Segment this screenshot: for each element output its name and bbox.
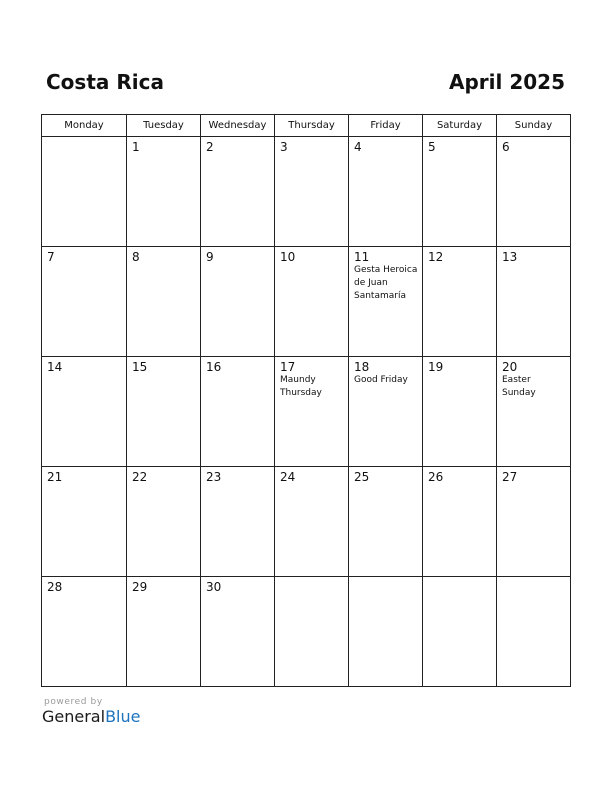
week-row: [42, 577, 571, 687]
day-number: 12: [428, 250, 444, 264]
day-number: [497, 577, 570, 580]
day-cell: [127, 577, 201, 687]
day-cell: [275, 577, 349, 687]
holiday-label: Good Friday: [354, 375, 408, 385]
weekday-header: Sunday: [497, 115, 571, 137]
weekday-header: Monday: [42, 115, 127, 137]
generalblue-logo: [42, 707, 140, 726]
day-cell: [497, 357, 571, 467]
day-number: 17: [280, 360, 296, 374]
day-cell: [275, 467, 349, 577]
day-cell: [497, 467, 571, 577]
week-row: [42, 247, 571, 357]
day-cell: [349, 467, 423, 577]
day-number: 22: [132, 470, 148, 484]
calendar-grid: [41, 114, 571, 687]
day-number: 19: [428, 360, 444, 374]
day-number: 6: [502, 140, 510, 154]
day-number: 20: [502, 360, 518, 374]
day-cell: [42, 467, 127, 577]
logo-text-blue: Blue: [105, 707, 141, 726]
holiday-label: Maundy Thursday: [280, 375, 322, 398]
day-number: 9: [206, 250, 214, 264]
week-row: [42, 137, 571, 247]
day-cell: [201, 467, 275, 577]
day-cell: [201, 357, 275, 467]
logo-text-general: General: [42, 707, 106, 726]
day-number: 26: [428, 470, 444, 484]
day-cell: [423, 137, 497, 247]
day-cell: [423, 247, 497, 357]
day-number: 30: [206, 580, 222, 594]
day-cell: [127, 247, 201, 357]
weekday-header-row: [42, 115, 571, 137]
day-cell: [201, 247, 275, 357]
day-number: 4: [354, 140, 362, 154]
day-cell: [497, 247, 571, 357]
day-cell: [275, 357, 349, 467]
day-cell: [497, 577, 571, 687]
day-cell: [127, 137, 201, 247]
day-cell: [349, 357, 423, 467]
weekday-header: Wednesday: [201, 115, 275, 137]
weekday-header: Thursday: [275, 115, 349, 137]
day-cell: [349, 137, 423, 247]
month-title: April 2025: [449, 70, 565, 94]
day-number: 13: [502, 250, 518, 264]
week-row: [42, 357, 571, 467]
day-cell: [423, 577, 497, 687]
day-cell: [423, 467, 497, 577]
day-number: 15: [132, 360, 148, 374]
day-cell: [42, 247, 127, 357]
holiday-label: Gesta Heroica de Juan Santamaría: [354, 265, 418, 301]
country-title: Costa Rica: [46, 70, 164, 94]
day-number: 27: [502, 470, 518, 484]
day-number: 11: [354, 250, 370, 264]
day-number: 8: [132, 250, 140, 264]
day-cell: [349, 247, 423, 357]
day-cell: [127, 357, 201, 467]
day-number: 18: [354, 360, 370, 374]
day-number: [423, 577, 496, 580]
day-cell: [42, 137, 127, 247]
day-cell: [423, 357, 497, 467]
day-number: 1: [132, 140, 140, 154]
day-cell: [42, 577, 127, 687]
day-number: 25: [354, 470, 370, 484]
day-number: 21: [47, 470, 63, 484]
day-number: 10: [280, 250, 296, 264]
day-number: 24: [280, 470, 296, 484]
day-cell: [497, 137, 571, 247]
weekday-header: Friday: [349, 115, 423, 137]
day-number: [42, 137, 126, 140]
day-cell: [275, 137, 349, 247]
day-number: 23: [206, 470, 222, 484]
day-number: 16: [206, 360, 222, 374]
day-cell: [42, 357, 127, 467]
weekday-header: Saturday: [423, 115, 497, 137]
day-cell: [349, 577, 423, 687]
day-number: 14: [47, 360, 63, 374]
day-number: 28: [47, 580, 63, 594]
holiday-label: Easter Sunday: [502, 375, 536, 398]
day-cell: [201, 137, 275, 247]
powered-by-label: powered by: [44, 697, 103, 707]
day-number: 29: [132, 580, 148, 594]
day-cell: [127, 467, 201, 577]
day-number: [275, 577, 348, 580]
week-row: [42, 467, 571, 577]
day-number: 2: [206, 140, 214, 154]
day-number: 7: [47, 250, 55, 264]
day-cell: [275, 247, 349, 357]
day-number: 5: [428, 140, 436, 154]
day-number: 3: [280, 140, 288, 154]
weekday-header: Tuesday: [127, 115, 201, 137]
day-number: [349, 577, 422, 580]
day-cell: [201, 577, 275, 687]
